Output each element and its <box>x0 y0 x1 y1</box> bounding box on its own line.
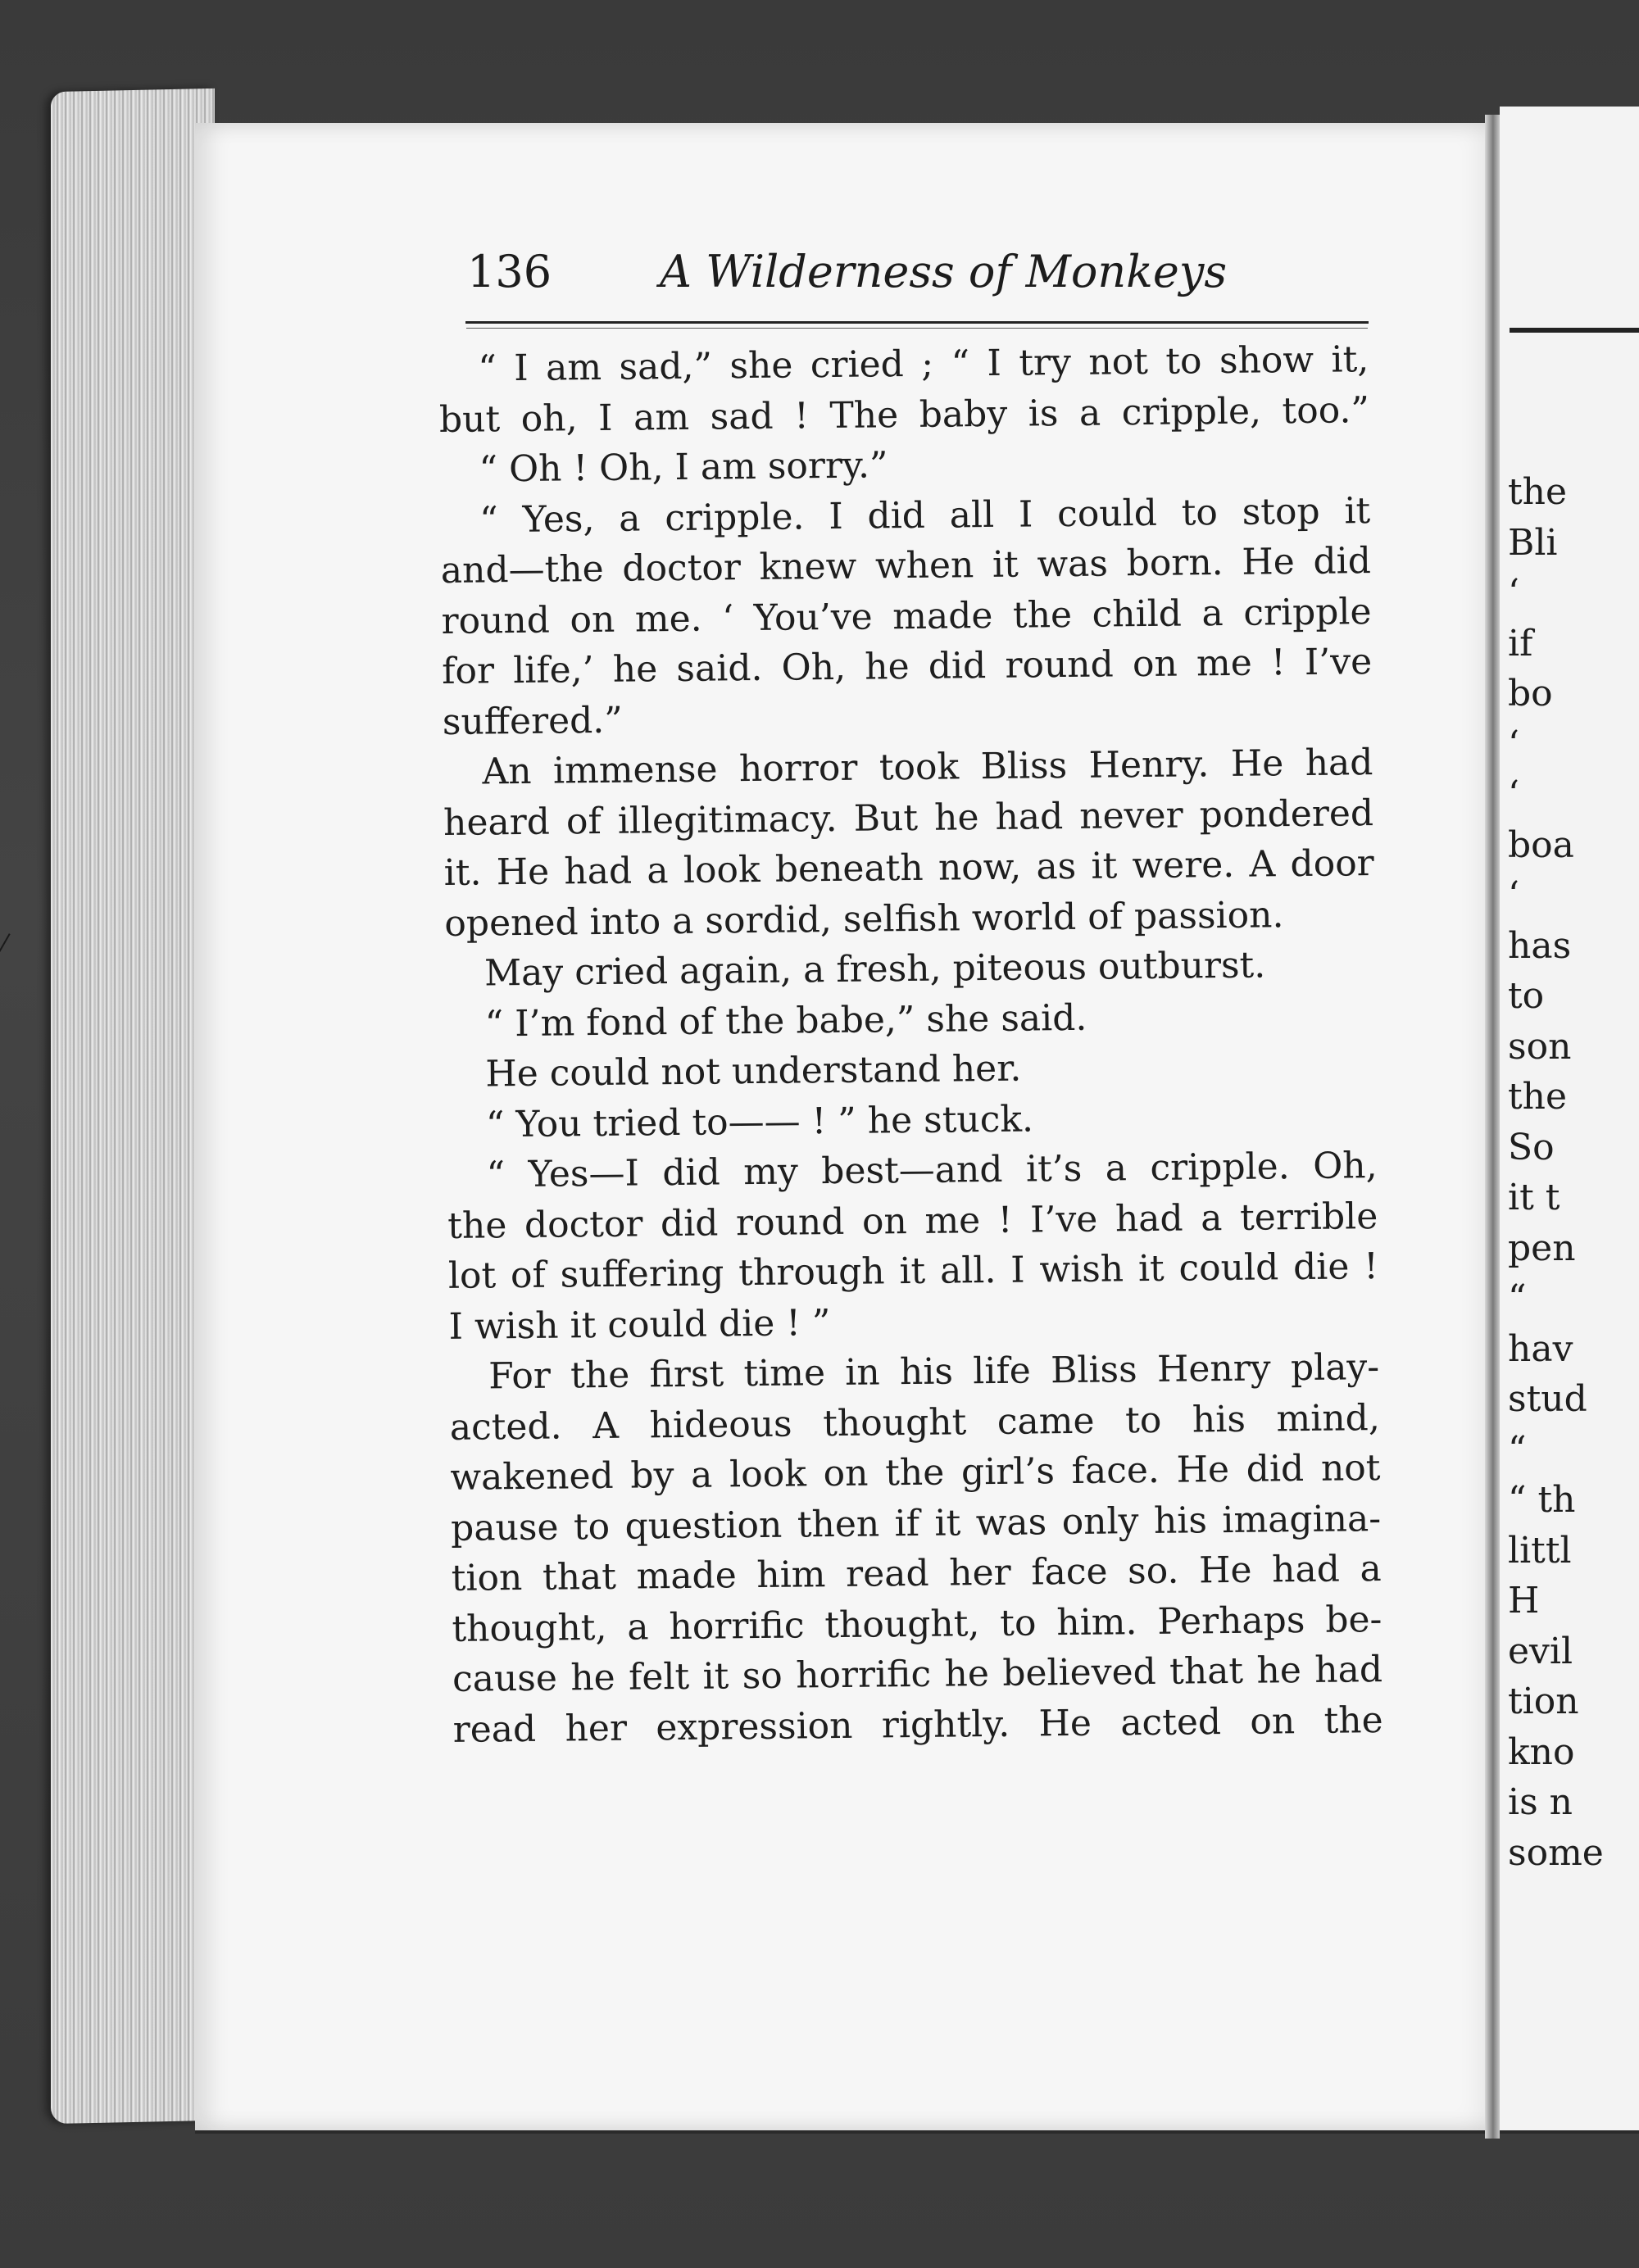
text-line: “ Yes—I did my best—and it’s a cripple. Oh, <box>486 1145 1378 1196</box>
right-page-fragment: if <box>1508 622 1533 665</box>
text-line: pause to question then if it was only his imagina- <box>450 1497 1382 1549</box>
text-line: and—the doctor knew when it was born. He did <box>440 540 1372 592</box>
text-line: for life,’ he said. Oh, he did round on me ! I’ve <box>441 641 1373 692</box>
right-page-fragment: tion <box>1508 1681 1579 1722</box>
right-page-fragment: it t <box>1508 1177 1560 1218</box>
right-page-fragment: So <box>1508 1126 1555 1168</box>
right-page-fragment: to <box>1508 975 1545 1017</box>
text-line: wakened by a look on the girl’s face. He did not <box>450 1447 1381 1499</box>
right-page-fragment: son <box>1508 1025 1572 1068</box>
text-line: suffered.” <box>442 699 624 743</box>
text-line: “ I am sad,” she cried ; “ I try not to show it, <box>478 338 1369 390</box>
text-line: but oh, I am sad ! The baby is a cripple, too.” <box>438 388 1370 441</box>
right-page-fragment: ‘ <box>1508 874 1519 916</box>
running-head: A Wilderness of Monkeys <box>660 246 1228 297</box>
page-number: 136 <box>467 246 552 297</box>
right-page-fragment: is n <box>1508 1781 1573 1823</box>
text-line: He could not understand her. <box>485 1047 1022 1095</box>
right-page <box>1500 107 1639 2134</box>
right-page-fragment: some <box>1508 1831 1604 1874</box>
text-line: tion that made him read her face so. He had a <box>451 1548 1382 1599</box>
right-page-text <box>1508 467 1604 1878</box>
text-line: “ You tried to—— ! ” he stuck. <box>485 1097 1034 1145</box>
page-header <box>467 246 1369 320</box>
text-line: thought, a horrific thought, to him. Perhaps be- <box>452 1598 1382 1650</box>
text-line: For the first time in his life Bliss Henry play- <box>488 1346 1380 1398</box>
right-page-fragment: the <box>1508 1076 1568 1118</box>
right-page-fragment: hav <box>1508 1327 1573 1370</box>
right-page-fragment: ‘ <box>1508 723 1519 765</box>
text-line: read her expression rightly. He acted on the <box>452 1699 1383 1751</box>
right-page-fragment: “ <box>1508 1277 1527 1319</box>
right-page-fragment: kno <box>1508 1730 1575 1773</box>
right-page-fragment: bo <box>1508 673 1553 714</box>
text-line: acted. A hideous thought came to his mind, <box>449 1396 1381 1449</box>
book-gutter <box>1485 115 1500 2139</box>
right-page-rule <box>1510 328 1639 333</box>
text-line: “ I’m fond of the babe,” she said. <box>484 996 1087 1045</box>
text-line: cause he felt it so horrific he believed that he had <box>452 1649 1383 1700</box>
right-page-fragment: pen <box>1508 1227 1576 1269</box>
right-page-fragment: ‘ <box>1508 572 1519 614</box>
text-line: “ Yes, a cripple. I did all I could to stop it <box>479 489 1371 541</box>
right-page-fragment: evil <box>1508 1630 1573 1672</box>
text-line: the doctor did round on me ! I’ve had a terrible <box>447 1195 1378 1247</box>
text-line: it. He had a look beneath now, as it were. A door <box>443 842 1374 894</box>
text-line: An immense horror took Bliss Henry. He had <box>482 742 1373 793</box>
right-page-fragment: the <box>1508 471 1568 513</box>
right-page-fragment: stud <box>1508 1378 1587 1420</box>
right-page-fragment: ‘ <box>1508 773 1519 815</box>
page-edges <box>51 88 215 2124</box>
right-page-fragment: “ <box>1508 1428 1527 1471</box>
text-line: May cried again, a fresh, piteous outburst. <box>484 944 1266 995</box>
body-text <box>438 334 1383 1755</box>
text-line: heard of illegitimacy. But he had never pondered <box>443 792 1374 844</box>
right-page-fragment: Bli <box>1508 521 1558 564</box>
text-line: lot of suffering through it all. I wish it could die ! <box>447 1245 1379 1297</box>
header-rule <box>465 321 1369 324</box>
right-page-fragment: littl <box>1508 1529 1572 1572</box>
text-line: I wish it could die ! ” <box>448 1301 831 1348</box>
right-page-fragment: H <box>1508 1580 1540 1622</box>
text-line: opened into a sordid, selfish world of passion. <box>444 893 1284 945</box>
right-page-fragment: boa <box>1508 823 1574 866</box>
text-line: round on me. ‘ You’ve made the child a cripple <box>441 590 1372 642</box>
text-line: “ Oh ! Oh, I am sorry.” <box>479 444 888 491</box>
right-page-fragment: has <box>1508 924 1572 967</box>
right-page-fragment: “ th <box>1508 1479 1576 1521</box>
